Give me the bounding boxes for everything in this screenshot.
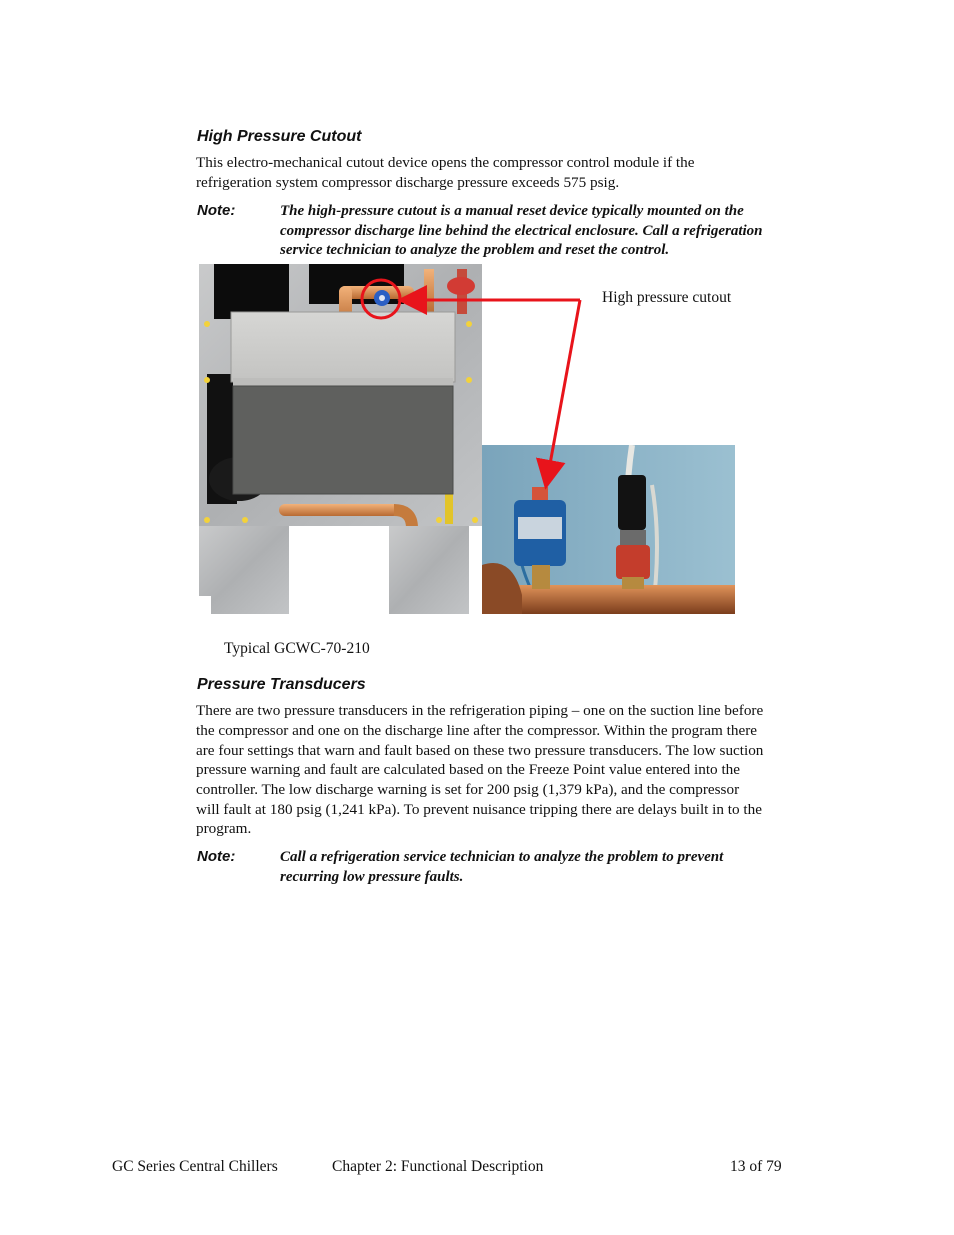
note-line: compressor discharge line behind the electrical enclosure. Call a refrigeration (280, 223, 763, 239)
body-line: This electro-mechanical cutout device opens the compressor control module if the (196, 154, 695, 171)
note-line: Call a refrigeration service technician to analyze the problem to prevent (280, 849, 724, 865)
footer-left: GC Series Central Chillers (112, 1158, 278, 1175)
footer-center: Chapter 2: Functional Description (332, 1158, 544, 1175)
body-line: will fault at 180 psig (1,241 kPa). To prevent nuisance tripping there are delays built in to the (196, 801, 762, 818)
body-line: controller. The low discharge warning is set for 200 psig (1,379 kPa), and the compressor (196, 781, 740, 798)
callout-label: High pressure cutout (602, 289, 732, 306)
footer-page-number: 13 of 79 (730, 1158, 782, 1175)
note-line: recurring low pressure faults. (280, 869, 464, 885)
note-label: Note: (197, 202, 236, 219)
body-line: the compressor and one on the discharge line after the compressor. Within the program there (196, 722, 758, 739)
callout-arrow (390, 280, 590, 490)
section-heading-high-pressure-cutout: High Pressure Cutout (197, 128, 362, 145)
body-line: are four settings that warn and fault based on these two pressure transducers. The low suction (196, 742, 764, 759)
body-line: pressure warning and fault are calculated based on the Freeze Point value entered into the (196, 761, 740, 778)
body-line: refrigeration system compressor discharge pressure exceeds 575 psig. (196, 174, 620, 191)
note-line: service technician to analyze the problem and reset the control. (280, 242, 670, 258)
note-label: Note: (197, 848, 236, 865)
body-line: program. (196, 820, 252, 837)
section-heading-pressure-transducers: Pressure Transducers (197, 676, 366, 693)
figure-caption: Typical GCWC-70-210 (224, 640, 370, 657)
body-line: There are two pressure transducers in the refrigeration piping – one on the suction line before (196, 702, 764, 719)
note-line: The high-pressure cutout is a manual reset device typically mounted on the (280, 203, 744, 219)
